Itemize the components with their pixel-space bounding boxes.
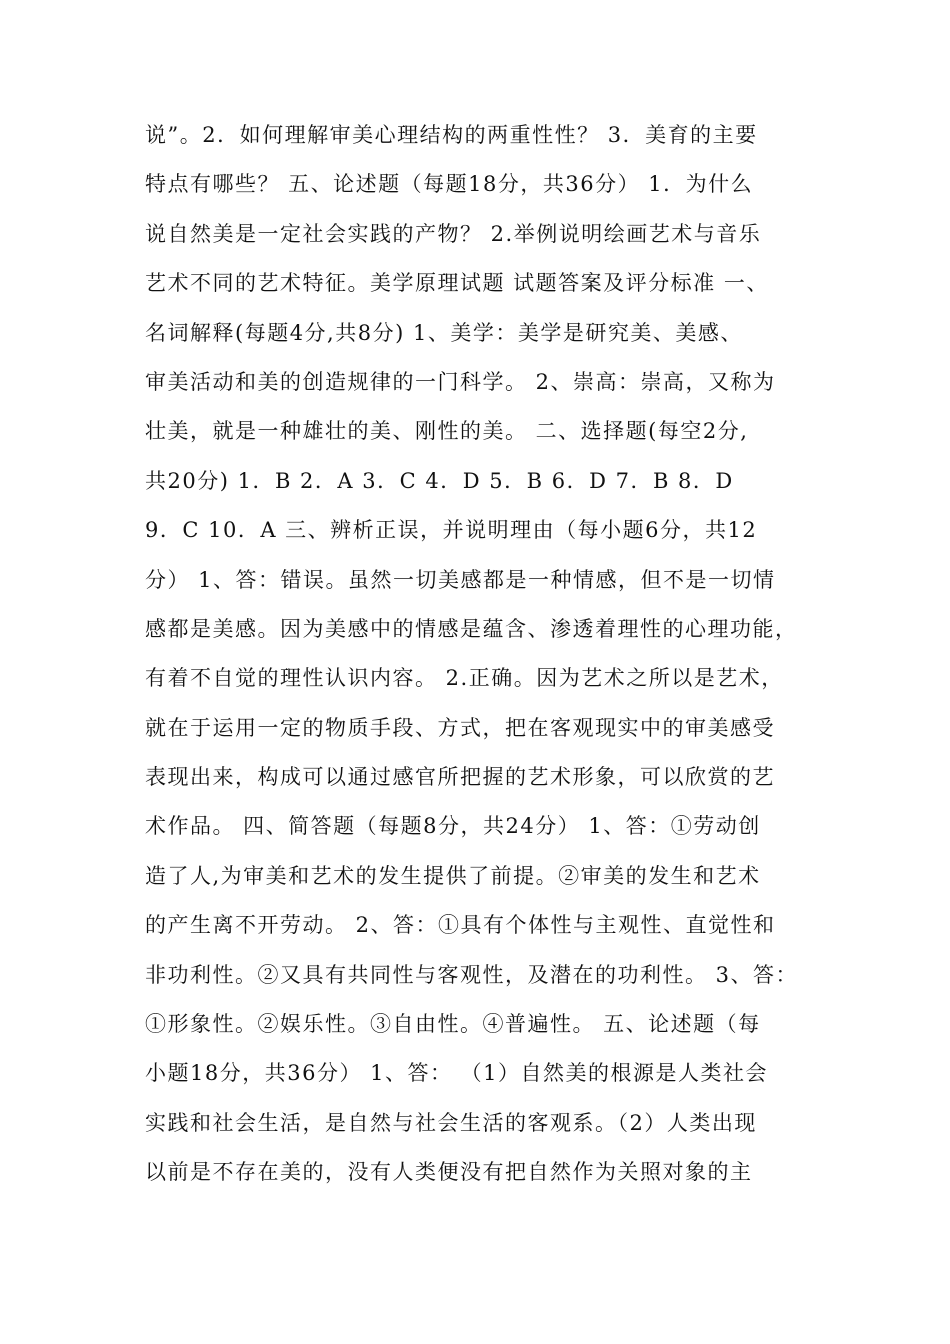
text-line-8: 共20分) 1．B 2．A 3．C 4．D 5．B 6．D 7．B 8．D (145, 468, 734, 493)
text-line-9: 9．C 10．A 三、辨析正误，并说明理由（每小题6分，共12 (145, 518, 758, 543)
text-line-6: 审美活动和美的创造规律的一门科学。 2、崇高：崇高，又称为 (145, 369, 776, 394)
text-line-16: 造了人,为审美和艺术的发生提供了前提。②审美的发生和艺术 (145, 863, 761, 888)
text-line-20: 小题18分，共36分） 1、答： （1）自然美的根源是人类社会 (145, 1061, 769, 1086)
text-line-13: 就在于运用一定的物质手段、方式，把在客观现实中的审美感受 (145, 715, 775, 740)
text-line-21: 实践和社会生活，是自然与社会生活的客观系。（2）人类出现 (145, 1110, 757, 1135)
text-line-4: 艺术不同的艺术特征。美学原理试题 试题答案及评分标准 一、 (145, 271, 769, 296)
text-line-7: 壮美，就是一种雄壮的美、刚性的美。 二、选择题(每空2分, (145, 419, 749, 444)
text-line-18: 非功利性。②又具有共同性与客观性，及潜在的功利性。 3、答： (145, 962, 799, 987)
text-line-12: 有着不自觉的理性认识内容。 2.正确。因为艺术之所以是艺术， (145, 666, 784, 691)
text-line-19: ①形象性。②娱乐性。③自由性。④普遍性。 五、论述题（每 (145, 1012, 761, 1037)
text-line-17: 的产生离不开劳动。 2、答：①具有个体性与主观性、直觉性和 (145, 913, 776, 938)
text-line-11: 感都是美感。因为美感中的情感是蕴含、渗透着理性的心理功能， (145, 616, 798, 641)
document-text-block (145, 111, 810, 1198)
text-line-14: 表现出来，构成可以通过感官所把握的艺术形象，可以欣赏的艺 (145, 765, 775, 790)
text-line-15: 术作品。 四、简答题（每题8分，共24分） 1、答：①劳动创 (145, 814, 761, 839)
text-line-2: 特点有哪些？ 五、论述题（每题18分，共36分） 1．为什么 (145, 172, 754, 197)
text-line-1: 说”。2．如何理解审美心理结构的两重性性？ 3．美育的主要 (145, 123, 758, 147)
text-line-22: 以前是不存在美的，没有人类便没有把自然作为关照对象的主 (145, 1160, 753, 1185)
text-line-5: 名词解释(每题4分,共8分) 1、美学：美学是研究美、美感、 (145, 320, 743, 345)
text-line-3: 说自然美是一定社会实践的产物？ 2.举例说明绘画艺术与音乐 (145, 221, 762, 246)
text-line-10: 分） 1、答：错误。虽然一切美感都是一种情感，但不是一切情 (145, 567, 776, 592)
